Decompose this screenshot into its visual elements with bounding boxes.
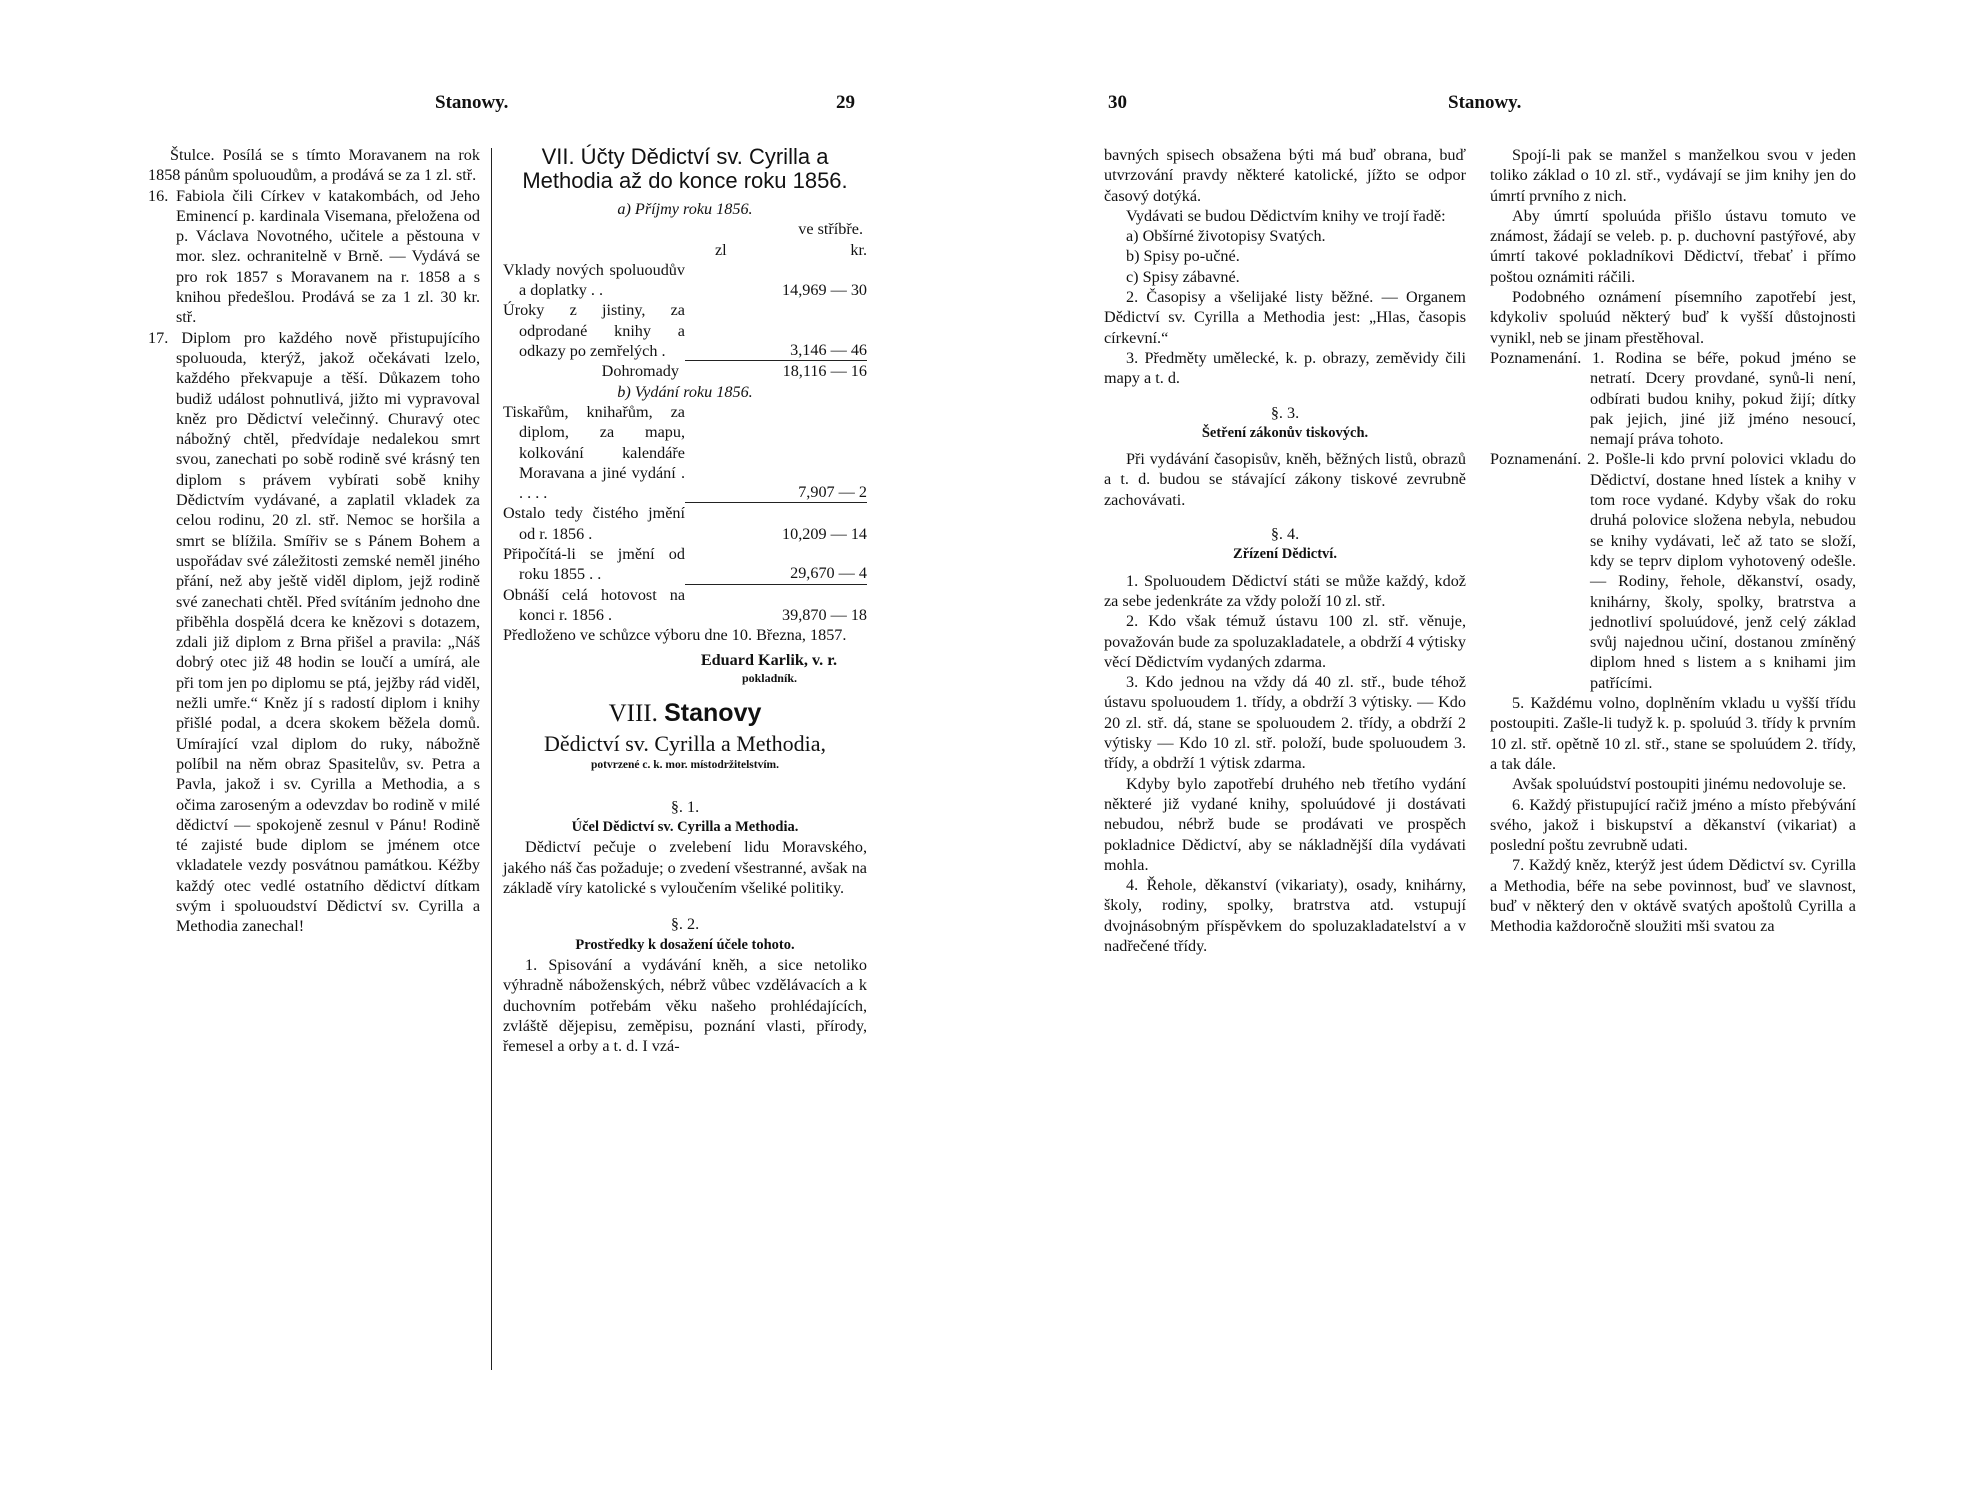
row-label: Úroky z jistiny, za odprodané knihy a odkazy po zemřelých . [503,301,685,361]
unit-row [503,240,867,260]
section-title-vii: VII. Účty Dědictví sv. Cyrilla a Methodia až do konce roku 1856. [522,144,848,193]
table-row [503,503,867,544]
paragraph: Aby úmrtí spoluúda přišlo ústavu tomuto ve známost, žádají se veleb. p. p. duchovní pastýřové, aby úmrtí takové pokladníkovi Dědictví, třebať i přímo poštou oznámiti ráčili. [1490,206,1856,286]
row-label: Ostalo tedy čistého jmění od r. 1856 . [503,504,685,543]
paragraph: Vydávati se budou Dědictvím knihy ve trojí řadě: [1126,206,1446,225]
paragraph: 3. Předměty umělecké, k. p. obrazy, zeměvidy čili mapy a t. d. [1104,348,1466,388]
note: Poznamenání. 2. Pošle-li kdo první polovici vkladu do Dědictví, dostane hned lístek a knihy v tom roce vydané. Kdyby však do roku druhá polovice složena nebyla, nebudou se knihy vydávati, leč až tato se složí, kdy se teprv diplom vyhotovený odešle. — Rodiny, řehole, děkanství, osady, knihárny, školy, spolky, bratrstva a jednotliví spoluúdové, jenž celý základ svůj najednou učiní, dostanou zmíněný diplom hned s listem a s knihami jim patřícími. [1490,450,1856,692]
unit-zl: zl [715,240,727,259]
paragraph: 2. Kdo však témuž ústavu 100 zl. stř. věnuje, považován bude za spoluzakladatele, a obdrží 4 výtisky věcí Dědictvím vydaných zdarma. [1104,612,1466,671]
section-subtitle: Dědictví sv. Cyrilla a Methodia, [543,730,827,756]
paragraph: 2. Časopisy a všelijaké listy běžné. — Organem Dědictví sv. Cyrilla a Methodia jest: „Hlas, časopis církevní.“ [1104,288,1466,347]
column-4 [1490,145,1856,937]
unit-kr: kr. [850,240,867,259]
note: Poznamenání. 1. Rodina se béře, pokud jméno se netratí. Dcery provdané, synů-li není, odbírati budou knihy, pokud žijí; dítky pak jejich, jiné již jméno nesoucí, nemají práva tohoto. [1490,348,1856,449]
row-amount: 14,969 — 30 [782,281,867,300]
presented-note: Předloženo ve schůzce výboru dne 10. Března, 1857. [503,626,847,645]
row-amount: 7,907 — 2 [685,482,867,503]
confirmation-line: potvrzené c. k. mor. místodržitelstvím. [590,758,779,771]
table-row [503,402,867,503]
list-item: a) Obšírné životopisy Svatých. [1126,227,1326,246]
list-item: c) Spisy zábavné. [1126,267,1240,286]
paragraph: Avšak spoluúdství postoupiti jinému nedovoluje se. [1512,775,1847,794]
section-word: Stanovy [664,698,762,727]
column-1 [148,145,480,937]
expense-heading: b) Vydání roku 1856. [617,382,753,401]
row-label: Připočítá-li se jmění od roku 1855 . . [503,545,685,584]
paragraph: Štulce. Posílá se s tímto Moravanem na rok 1858 pánům spoluoudům, a prodává se za 1 zl. stř. [148,146,480,185]
paragraph-title: Zřízení Dědictví. [1233,546,1337,563]
paragraph-title: Šetření zákonův tiskových. [1201,424,1369,441]
paragraph-number: §. 4. [1270,525,1300,544]
paragraph: Podobného oznámení písemního zapotřebí jest, kdykoliv spoluúd některý buď k vyšší důstojnosti vynikl, neb se jinam přestěhoval. [1490,288,1856,347]
paragraph: Kdyby bylo zapotřebí druhého neb třetího vydání některé již vydané knihy, spoluúdové ji dostávati nebudou, nébrž bude se prodávati ve prospěch pokladnice Dědictví, aby se nákladnější díla vydávati mohla. [1104,774,1466,874]
table-row [503,585,867,626]
column-2 [503,145,867,1056]
currency-note: ve stříbře. [798,220,863,239]
paragraph-number: §. 2. [670,915,700,934]
row-label: Tiskařům, knihařům, za diplom, za mapu, kolkování kalendáře Moravana a jiné vydání . . . . . [503,402,685,503]
paragraph: 1. Spisování a vydávání kněh, a sice netoliko výhradně náboženských, nébrž vůbec vzdělávacích a k duchovním potřebám věku našeho prohlédajících, zvláště dějepisu, zeměpisu, poznání vlasti, přírody, řemesel a orby a t. d. I vzá- [503,955,867,1056]
paragraph-title: Účel Dědictví sv. Cyrilla a Methodia. [571,819,799,836]
paragraph-title: Prostředky k dosažení účele tohoto. [575,936,795,953]
paragraph: 6. Každý přistupující račiž jméno a místo přebývání svého, jakož i biskupství a děkanství (vikariat) a poslední poštu zevrubně udati. [1490,795,1856,855]
page-number-left: 29 [836,92,855,113]
row-amount: 29,670 — 4 [685,563,867,584]
running-head-right: Stanowy. [1448,92,1522,113]
paragraph: Spojí-li pak se manžel s manželkou svou v jeden toliko základ o 10 zl. stř., vydávají se jim knihy jen do úmrtí prvního z nich. [1490,146,1856,205]
table-row [503,260,867,301]
paragraph: 7. Každý kněz, kterýž jest údem Dědictví sv. Cyrilla a Methodia, béře na sebe povinnost, buď ve slavnost, buď v některý den v oktávě svatých apoštolů Cyrilla a Methodia každoročně sloužiti mši svatou za [1490,856,1856,936]
column-rule [491,148,492,1370]
table-row-total [503,361,867,381]
row-label: Vklady nových spoluoudův a doplatky . . [503,260,685,300]
row-label: Obnáší celá hotovost na konci r. 1856 . [503,585,685,624]
table-row [503,300,867,361]
paragraph: Při vydávání časopisův, kněh, běžných listů, obrazů a t. d. budou se stávající zákony tiskové zevrubně zachovávati. [1104,450,1466,509]
paragraph: Dědictví pečuje o zvelebení lidu Moravského, jakého náš čas požaduje; o zvedení všestranné, avšak na základě víry katolické s vyloučením všeliké politiky. [503,838,867,898]
row-amount: 18,116 — 16 [782,362,867,381]
signer-name: Eduard Karlik, v. r. [700,650,837,669]
row-amount: 3,146 — 46 [685,340,867,361]
paragraph: 1. Spoluoudem Dědictví státi se může každý, kdož za sebe jedenkráte za vždy položí 10 zl. stř. [1104,571,1466,610]
signer-role: pokladník. [741,670,797,685]
paragraph: bavných spisech obsažena býti má buď obrana, buď utvrzování pravdy některé katolické, jížto se odpor časový dotýká. [1104,146,1466,205]
running-head-left: Stanowy. [435,92,509,113]
page-number-right: 30 [1108,92,1127,113]
list-item-17: 17. Diplom pro každého nově přistupujícího spoluouda, kterýž, jakož očekávati lzelo, každého překvapuje a těší. Důkazem toho budiž událost pohnutlivá, jižto mi vypravoval kněz pro Dědictví velečinný. Churavý otec nábožný chtěl, předvídaje nedalekou smrt svou, zanechati po sobě rodině své krásný ten diplom s právem vybírati sobě knihy Dědictvím vydávané, a zaplatil vkladek za celou rodinu, 20 zl. stř. Nemoc se horšila a smrt se blížila. Smířiv se s Pánem Bohem a uspořádav své záležitosti zemské neměl jiného přání, než aby ještě viděl diplom, jejž rodině své zanechati chtěl. Před svítáním jednoho dne přiběhla dospělá dcera ke knězovi s dotazem, zdali již diplom z Brna přišel a pravila: „Náš dobrý otec již 48 hodin se loučí a umírá, ale při tom jen po diplomu se ptá, jejžby rád viděl, nežli umře.“ Kněz jí s radostí diplom i knihy přišlé podal, a dcera skokem běžela domů. Umírající vzal diplom do ruky, nábožně políbil na něm obraz Spasitelův, sv. Petra a Pavla, jakož i sv. Cyrilla a Methodia, a s očima zaroseným a odevzdav bo rodině v milé dědictví — spokojeně zesnul v Pánu! Rodině té zajisté bude diplom se jménem otce vkladatele vezdy posvátnou památkou. Kéžby každý otec vedlé ostatního dědictví dítkam svým i spoluoudství Dědictví sv. Cyrilla a Methodia zanechal! [148,328,480,936]
paragraph: 3. Kdo jednou na vždy dá 40 zl. stř., bude téhož ústavu spoluoudem 1. třídy, a obdrží 3 výtisky. — Kdo 20 zl. stř. dá, stane se spoluoudem 2. třídy, a obdrží 2 výtisky — Kdo 10 zl. stř. položí, bude spoluoudem 3. třídy, a obdrží 1 výtisk zdarma. [1104,673,1466,773]
section-number: VIII. [608,699,658,727]
paragraph-number: §. 1. [670,797,700,816]
list-item: b) Spisy po-učné. [1126,247,1240,266]
row-amount: 39,870 — 18 [782,605,867,624]
section-title-viii [503,696,867,731]
paragraph-number: §. 3. [1270,403,1300,422]
row-amount: 10,209 — 14 [782,524,867,543]
row-label: Dohromady [601,362,679,381]
list-item-16: 16. Fabiola čili Církev v katakombách, od Jeho Eminencí p. kardinala Visemana, přeložena od p. Václava Novotného, učitele a pěstouna v mor. slez. ochranitelně v Brně. — Vydává se pro rok 1857 s Moravanem na r. 1858 a s knihou předešlou. Prodává se za 1 zl. 30 kr. stř. [148,186,480,327]
column-3 [1104,145,1466,956]
table-row [503,544,867,585]
income-heading: a) Příjmy roku 1856. [617,200,753,218]
paragraph: 4. Řehole, děkanství (vikariaty), osady, knihárny, školy, rodiny, spolky, bratrstva atd. vstupují dvojnásobným příspěvkem do spoluzakladatelství a v nadřečené třídy. [1104,876,1466,955]
paragraph: 5. Každému volno, doplněním vkladu u vyšší třídu postoupiti. Zašle-li tudyž k. p. spoluúd 3. třídy k prvním 10 zl. stř. opětně 10 zl. stř., stane se spoluúdem 2. třídy, a tak dále. [1490,694,1856,773]
